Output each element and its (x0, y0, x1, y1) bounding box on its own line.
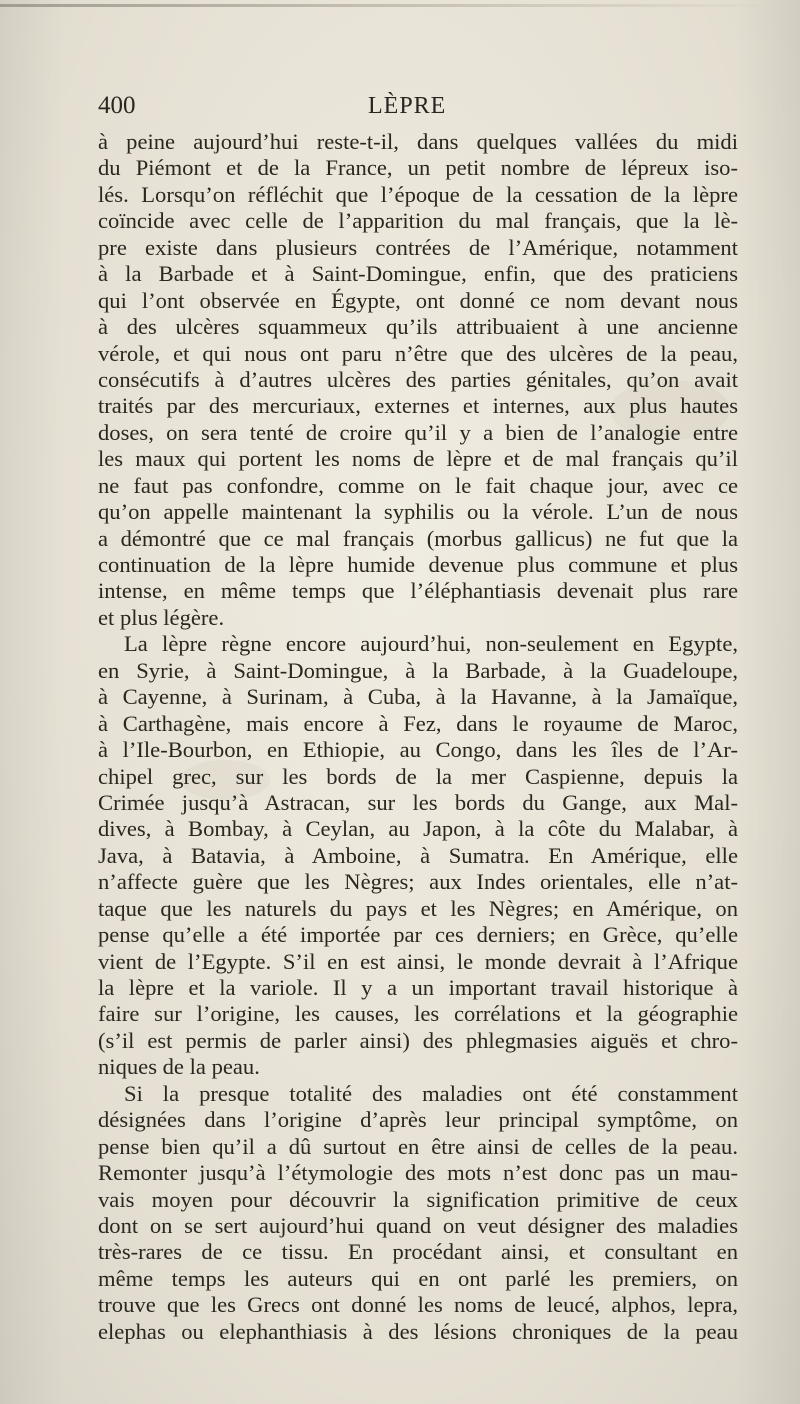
text-line: à Carthagène, mais encore à Fez, dans le royaume de Maroc, (98, 710, 738, 736)
text-line: à la Barbade et à Saint-Domingue, enfin, que des praticiens (98, 261, 738, 287)
text-line: à l’Ile-Bourbon, en Ethiopie, au Congo, dans les îles de l’Ar- (98, 737, 738, 763)
text-line: pense bien qu’il a dû surtout en être ainsi de celles de la peau. (98, 1133, 738, 1159)
text-line: les maux qui portent les noms de lèpre et de mal français qu’il (98, 446, 738, 472)
text-line: ne faut pas confondre, comme on le fait chaque jour, avec ce (98, 472, 738, 498)
text-line: La lèpre règne encore aujourd’hui, non-seulement en Egypte, (124, 631, 738, 657)
text-line: désignées dans l’origine d’après leur principal symptôme, on (98, 1107, 738, 1133)
text-line: à Cayenne, à Surinam, à Cuba, à la Havanne, à la Jamaïque, (98, 684, 738, 710)
page-number: 400 (98, 92, 136, 119)
text-line: elephas ou elephanthiasis à des lésions chroniques de la peau (98, 1318, 738, 1344)
text-line: qui l’ont observée en Égypte, ont donné ce nom devant nous (98, 287, 738, 313)
text-line: dont on se sert aujourd’hui quand on veut désigner des maladies (98, 1212, 738, 1238)
text-line: à des ulcères squammeux qu’ils attribuaient à une ancienne (98, 314, 738, 340)
text-line: intense, en même temps que l’éléphantiasis devenait plus rare (98, 578, 738, 604)
text-line: coïncide avec celle de l’apparition du mal français, que la lè- (98, 208, 738, 234)
text-line: très-rares de ce tissu. En procédant ainsi, et consultant en (98, 1239, 738, 1265)
text-line: Si la presque totalité des maladies ont été constamment (124, 1080, 738, 1106)
text-line: en Syrie, à Saint-Domingue, à la Barbade, à la Guadeloupe, (98, 657, 738, 683)
text-line: vérole, et qui nous ont paru n’être que des ulcères de la peau, (98, 340, 738, 366)
page-header (98, 92, 728, 126)
text-line: (s’il est permis de parler ainsi) des phlegmasies aiguës et chro- (98, 1027, 738, 1053)
text-line: niques de la peau. (98, 1054, 260, 1080)
text-line: doses, on sera tenté de croire qu’il y a bien de l’analogie entre (98, 419, 738, 445)
text-line: pense qu’elle a été importée par ces derniers; en Grèce, qu’elle (98, 922, 738, 948)
text-line: consécutifs à d’autres ulcères des parties génitales, qu’on avait (98, 366, 738, 392)
text-line: taque que les naturels du pays et les Nègres; en Amérique, on (98, 895, 738, 921)
top-border-line (0, 4, 800, 7)
body-text (98, 129, 738, 1345)
running-title: LÈPRE (368, 93, 447, 119)
text-line: trouve que les Grecs ont donné les noms de leucé, alphos, lepra, (98, 1292, 738, 1318)
text-line: qu’on appelle maintenant la syphilis ou la vérole. L’un de nous (98, 499, 738, 525)
text-line: pre existe dans plusieurs contrées de l’Amérique, notamment (98, 234, 738, 260)
text-line: la lèpre et la variole. Il y a un important travail historique à (98, 975, 738, 1000)
text-line: n’affecte guère que les Nègres; aux Indes orientales, elle n’at- (98, 869, 738, 895)
text-line: Remonter jusqu’à l’étymologie des mots n’est donc pas un mau- (98, 1160, 738, 1186)
text-line: vais moyen pour découvrir la signification primitive de ceux (98, 1186, 738, 1212)
text-line: a démontré que ce mal français (morbus gallicus) ne fut que la (98, 525, 738, 551)
text-line: Java, à Batavia, à Amboine, à Sumatra. En Amérique, elle (98, 842, 738, 868)
text-line: vient de l’Egypte. S’il en est ainsi, le monde devrait à l’Afrique (98, 948, 738, 974)
text-line: à peine aujourd’hui reste-t-il, dans quelques vallées du midi (98, 129, 738, 154)
text-line: traités par des mercuriaux, externes et internes, aux plus hautes (98, 393, 738, 419)
text-line: faire sur l’origine, les causes, les corrélations et la géographie (98, 1001, 738, 1027)
text-line: et plus légère. (98, 604, 225, 630)
text-line: du Piémont et de la France, un petit nombre de lépreux iso- (98, 155, 738, 181)
text-line: chipel grec, sur les bords de la mer Caspienne, depuis la (98, 763, 738, 789)
text-line: Crimée jusqu’à Astracan, sur les bords du Gange, aux Mal- (98, 789, 738, 815)
text-line: continuation de la lèpre humide devenue plus commune et plus (98, 552, 738, 577)
text-line: dives, à Bombay, à Ceylan, au Japon, à la côte du Malabar, à (98, 816, 738, 842)
text-line: même temps les auteurs qui en ont parlé les premiers, on (98, 1265, 738, 1291)
text-line: lés. Lorsqu’on réfléchit que l’époque de la cessation de la lèpre (98, 181, 738, 207)
